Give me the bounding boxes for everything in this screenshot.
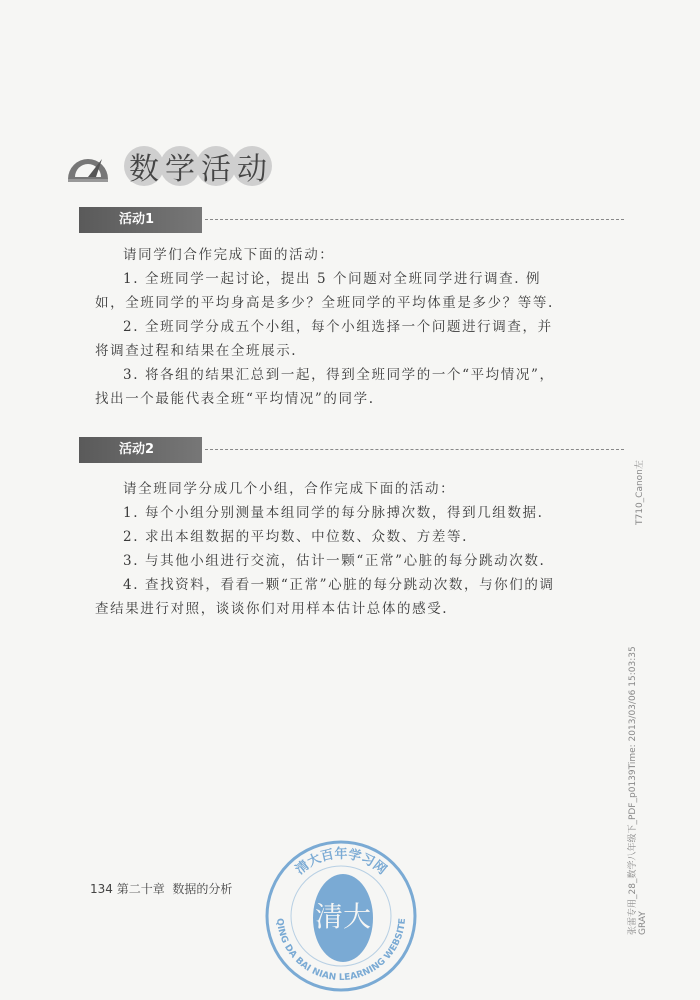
activity2-body (95, 477, 560, 621)
activity2-item: 1. 每个小组分别测量本组同学的每分脉搏次数，得到几组数据. (123, 505, 544, 521)
title-char: 活 (196, 146, 236, 186)
chapter-title: 数据的分析 (172, 882, 233, 896)
scan-mark-bottom (628, 646, 648, 935)
stamp-center: 清大 (314, 900, 372, 933)
activity2-item: 2. 求出本组数据的平均数、中位数、众数、方差等. (123, 529, 468, 545)
activity-gauge-icon (66, 149, 110, 183)
title-char: 数 (124, 146, 164, 186)
activity1-item: 3. 将各组的结果汇总到一起，得到全班同学的一个“平均情况”，找出一个最能代表全班“平均情况”的同学. (95, 367, 555, 407)
activity1-intro: 请同学们合作完成下面的活动： (123, 247, 335, 263)
title-char: 学 (160, 146, 200, 186)
section-title (66, 146, 268, 186)
activity1-item: 2. 全班同学分成五个小组，每个小组选择一个问题进行调查，并将调查过程和结果在全班展示. (95, 319, 553, 359)
activity2-header (79, 437, 624, 463)
page-number: 134 (90, 882, 113, 896)
activity1-body (95, 243, 560, 411)
activity2-item: 3. 与其他小组进行交流，估计一颗“正常”心脏的每分跳动次数. (123, 553, 546, 569)
title-char: 动 (232, 146, 272, 186)
stamp-bottom-text: QING DA BAI NIAN LEARNING WEBSITE (273, 917, 409, 984)
activity2-intro: 请全班同学分成几个小组，合作完成下面的活动： (123, 481, 456, 497)
page-footer (90, 880, 232, 897)
dashed-divider (205, 449, 624, 450)
activity2-item: 4. 查找资料，看看一颗“正常”心脏的每分跳动次数，与你们的调查结果进行对照，谈谈你们对用样本估计总体的感受. (95, 577, 555, 617)
scan-mark-top: T710_Canon左 (635, 460, 645, 525)
watermark-stamp (263, 838, 419, 994)
activity1-label: 活动1 (79, 207, 202, 233)
scan-mark-text: 张雷专用_28_数学八年级下_PDF_p0139Time: 2013/03/06 15:03:35 (628, 646, 638, 935)
chapter-number: 第二十章 (116, 882, 165, 896)
activity1-header (79, 207, 624, 233)
scan-mark-gray: GRAY (638, 911, 648, 935)
stamp-top-text: 清大百年学习网 (292, 847, 390, 878)
activity2-label: 活动2 (79, 437, 202, 463)
dashed-divider (205, 219, 624, 220)
activity1-item: 1. 全班同学一起讨论，提出 5 个问题对全班同学进行调查. 例如，全班同学的平均身高是多少？全班同学的平均体重是多少？等等. (95, 271, 554, 311)
